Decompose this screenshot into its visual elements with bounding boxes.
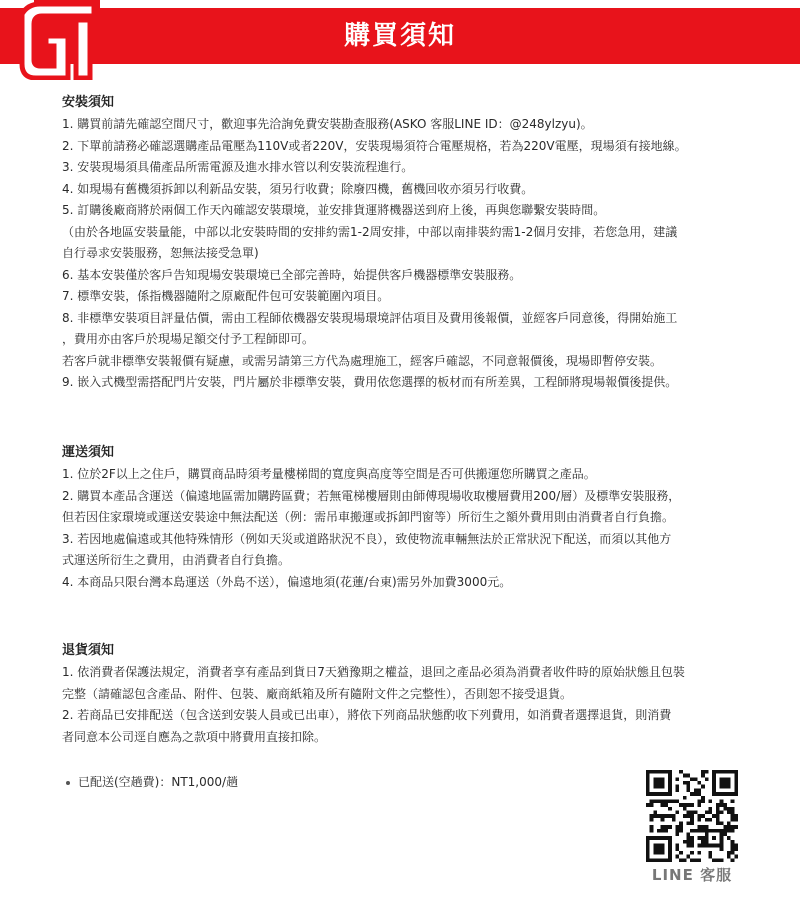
redelivery-fee-text: 已配送(空趟費)：NT1,000/趟: [78, 775, 239, 789]
bullet-icon: [66, 781, 70, 785]
install-line: 自行尋求安裝服務，恕無法接受急單): [62, 246, 259, 260]
return-line: 完整（請確認包含產品、附件、包裝、廠商紙箱及所有隨附文件之完整性），否則恕不接受退貨。: [62, 686, 573, 701]
install-notice-title: 安裝須知: [62, 95, 115, 110]
page-title: 購買須知: [343, 21, 456, 51]
delivery-notice-title: 運送須知: [62, 445, 115, 460]
return-notice-section: [62, 640, 752, 748]
install-line: 6. 基本安裝僅於客戶告知現場安裝環境已全部完善時，始提供客戶機器標準安裝服務。: [62, 267, 522, 282]
install-line: 2. 下單前請務必確認選購產品電壓為110V或者220V，安裝現場須符合電壓規格，若為220V電壓，現場須有接地線。: [62, 138, 687, 153]
install-line: 1. 購買前請先確認空間尺寸，歡迎事先洽詢免費安裝勘查服務(ASKO 客服LINE ID：@248ylzyu)。: [62, 117, 593, 131]
install-line: ，費用亦由客戶於現場足額交付予工程師即可。: [62, 332, 315, 346]
install-line: 3. 安裝現場須具備產品所需電源及進水排水管以利安裝流程進行。: [62, 160, 414, 174]
redelivery-fee: [66, 772, 238, 792]
delivery-line: 3. 若因地處偏遠或其他特殊情形（例如天災或道路狀況不良），致使物流車輛無法於正常狀況下配送，而須以其他方: [62, 531, 672, 546]
delivery-line: 但若因住家環境或運送安裝途中無法配送（例：需吊車搬運或拆卸門窗等）所衍生之額外費用則由消費者自行負擔。: [62, 510, 675, 524]
delivery-line: 2. 購買本產品含運送（偏遠地區需加購跨區費；若無電梯樓層則由師傅現場收取樓層費用200/層）及標準安裝服務，: [62, 488, 681, 503]
page-header: [0, 0, 800, 80]
install-line: 4. 如現場有舊機須拆卸以利新品安裝，須另行收費；除廢四機，舊機回收亦須另行收費。: [62, 181, 534, 196]
delivery-line: 式運送所衍生之費用，由消費者自行負擔。: [62, 553, 291, 567]
install-line: 7. 標準安裝，係指機器隨附之原廠配件包可安裝範圍內項目。: [62, 289, 390, 303]
install-line: （由於各地區安裝量能，中部以北安裝時間的安排約需1-2周安排，中部以南排裝約需1-2個月安排，若您急用，建議: [62, 224, 678, 239]
install-line: 8. 非標準安裝項目評量估價，需由工程師依機器安裝現場環境評估項目及費用後報價，並經客戶同意後，得開始施工: [62, 310, 678, 325]
install-line: 9. 嵌入式機型需搭配門片安裝，門片屬於非標準安裝，費用依您選擇的板材而有所差異，工程師將現場報價後提供。: [62, 375, 678, 389]
install-line: 若客戶就非標準安裝報價有疑慮，或需另請第三方代為處理施工，經客戶確認，不同意報價後，現場即暫停安裝。: [62, 353, 663, 368]
return-line: 2. 若商品已安排配送（包含送到安裝人員或已出車），將依下列商品狀態酌收下列費用，如消費者選擇退貨，則消費: [62, 708, 672, 722]
install-notice-section: [62, 92, 752, 394]
line-support-label: LINE 客服: [651, 866, 733, 884]
delivery-line: 4. 本商品只限台灣本島運送（外島不送），偏遠地須(花蓮/台東)需另外加費3000元。: [62, 574, 512, 589]
return-line: 1. 依消費者保護法規定，消費者享有產品到貨日7天猶豫期之權益，退回之產品必須為消費者收件時的原始狀態且包裝: [62, 665, 685, 679]
install-line: 5. 訂購後廠商將於兩個工作天內確認安裝環境，並安排貨運將機器送到府上後，再與您聯繫安裝時間。: [62, 203, 606, 217]
qr-code-icon[interactable]: [646, 770, 738, 862]
delivery-line: 1. 位於2F以上之住戶，購買商品時須考量樓梯間的寬度與高度等空間是否可供搬運您所購買之產品。: [62, 467, 596, 481]
delivery-notice-section: [62, 442, 752, 593]
return-line: 者同意本公司逕自應為之款項中將費用直接扣除。: [62, 729, 327, 744]
return-notice-title: 退貨須知: [62, 643, 115, 658]
